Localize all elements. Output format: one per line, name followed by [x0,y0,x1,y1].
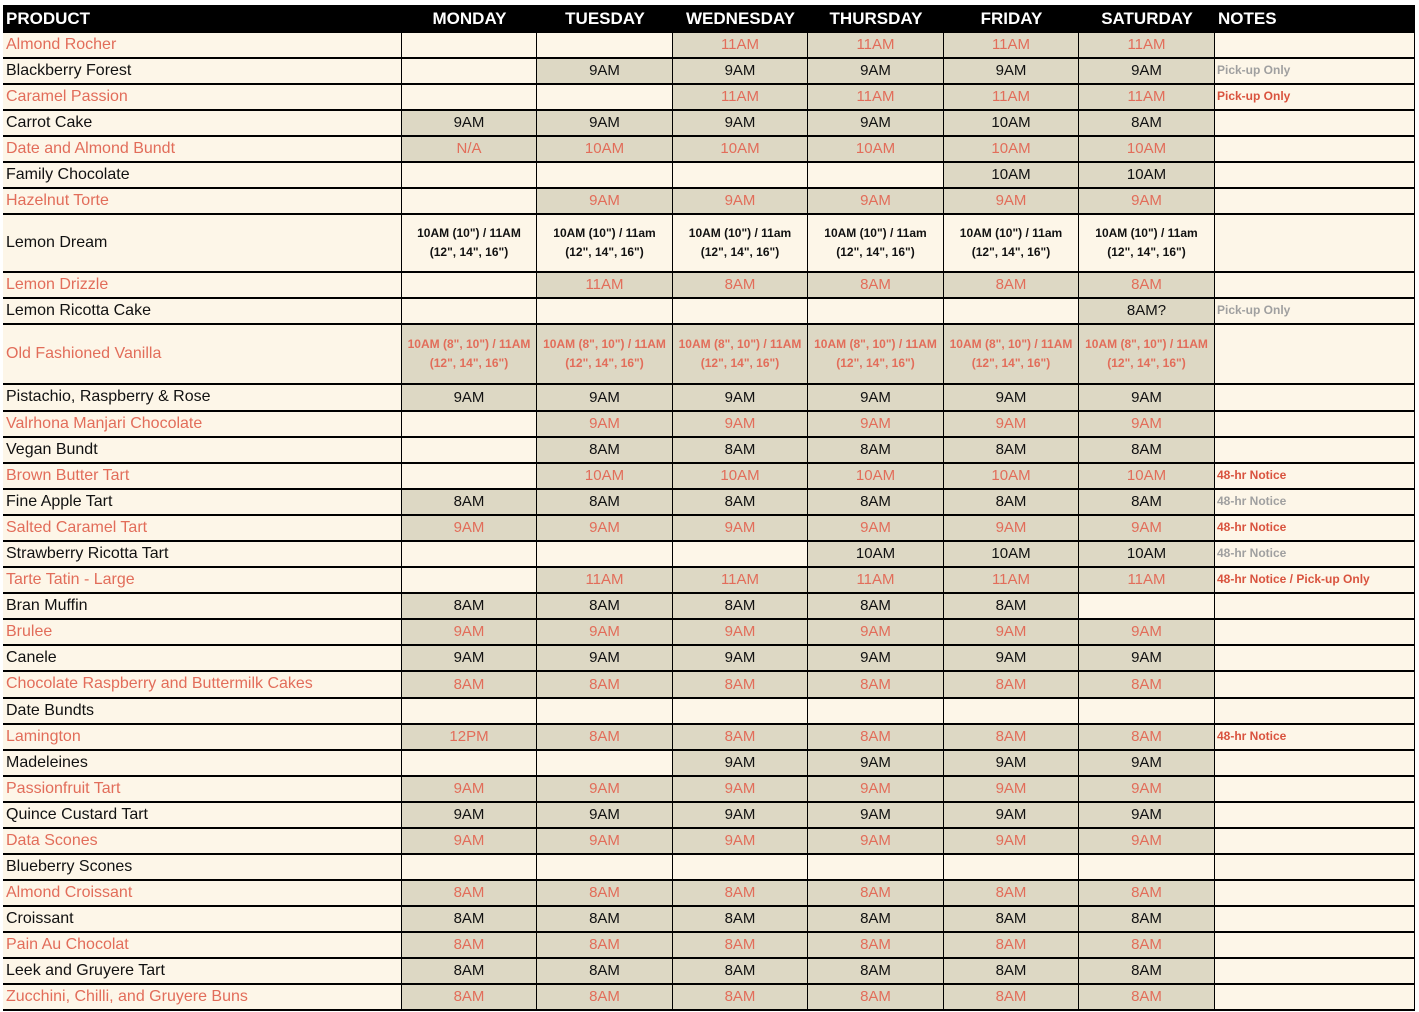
table-cell-wednesday: 9AM [673,385,808,412]
product-name: Date and Almond Bundt [3,137,402,163]
table-cell-friday: 9AM [944,803,1079,829]
product-name: Passionfruit Tart [3,777,402,803]
table-cell-tuesday [537,855,673,881]
table-cell-thursday: 9AM [808,777,944,803]
table-cell-saturday: 9AM [1079,620,1215,646]
notes-cell [1215,646,1415,672]
table-cell-tuesday: 9AM [537,777,673,803]
table-cell-tuesday: 9AM [537,385,673,412]
table-cell-tuesday [537,85,673,111]
header-tuesday: TUESDAY [537,5,673,33]
product-name: Almond Rocher [3,33,402,59]
table-cell-wednesday: 8AM [673,490,808,516]
table-cell-wednesday: 11AM [673,85,808,111]
table-cell-wednesday: 9AM [673,751,808,777]
table-cell-tuesday: 10AM [537,464,673,490]
notes-cell [1215,777,1415,803]
table-cell-thursday: 9AM [808,189,944,215]
table-cell-tuesday: 9AM [537,111,673,137]
notes-cell: Pick-up Only [1215,299,1415,325]
table-cell-monday: 9AM [402,646,537,672]
notes-cell [1215,189,1415,215]
table-cell-tuesday: 9AM [537,189,673,215]
table-cell-tuesday: 8AM [537,907,673,933]
table-cell-tuesday: 9AM [537,803,673,829]
table-cell-monday: 9AM [402,803,537,829]
table-cell-saturday: 8AM [1079,273,1215,299]
table-cell-saturday: 8AM [1079,959,1215,985]
table-cell-friday: 11AM [944,85,1079,111]
product-name: Almond Croissant [3,881,402,907]
table-cell-monday [402,299,537,325]
table-cell-wednesday: 10AM (10") / 11am (12", 14", 16") [673,215,808,273]
notes-cell [1215,273,1415,299]
product-name: Croissant [3,907,402,933]
table-cell-friday: 8AM [944,985,1079,1011]
header-saturday: SATURDAY [1079,5,1215,33]
table-cell-wednesday: 9AM [673,189,808,215]
table-cell-tuesday: 10AM [537,137,673,163]
table-cell-monday: 8AM [402,881,537,907]
table-cell-tuesday: 9AM [537,829,673,855]
notes-cell [1215,620,1415,646]
table-cell-tuesday: 9AM [537,516,673,542]
table-cell-monday: 9AM [402,620,537,646]
table-cell-friday: 11AM [944,568,1079,594]
table-cell-wednesday: 8AM [673,907,808,933]
notes-cell [1215,163,1415,189]
table-cell-thursday: 10AM [808,464,944,490]
table-cell-tuesday: 9AM [537,646,673,672]
product-name: Blackberry Forest [3,59,402,85]
table-cell-saturday: 9AM [1079,385,1215,412]
product-name: Vegan Bundt [3,438,402,464]
table-cell-tuesday: 8AM [537,594,673,620]
table-cell-wednesday: 8AM [673,959,808,985]
table-cell-friday: 10AM [944,111,1079,137]
table-cell-monday [402,33,537,59]
table-cell-monday: 8AM [402,490,537,516]
notes-cell [1215,438,1415,464]
product-name: Data Scones [3,829,402,855]
table-cell-saturday [1079,594,1215,620]
notes-cell [1215,325,1415,385]
table-cell-wednesday: 8AM [673,933,808,959]
table-cell-monday: 10AM (8", 10") / 11AM (12", 14", 16") [402,325,537,385]
product-name: Quince Custard Tart [3,803,402,829]
table-cell-thursday: 10AM [808,137,944,163]
table-cell-tuesday: 8AM [537,985,673,1011]
table-cell-monday: 8AM [402,959,537,985]
table-cell-thursday: 8AM [808,594,944,620]
table-cell-thursday: 8AM [808,438,944,464]
table-cell-saturday: 9AM [1079,189,1215,215]
table-cell-friday: 9AM [944,59,1079,85]
table-cell-wednesday: 9AM [673,620,808,646]
table-cell-monday [402,438,537,464]
product-name: Lemon Ricotta Cake [3,299,402,325]
notes-cell [1215,959,1415,985]
table-cell-saturday: 8AM [1079,672,1215,699]
notes-cell [1215,829,1415,855]
table-cell-wednesday: 8AM [673,672,808,699]
table-cell-thursday: 8AM [808,933,944,959]
table-cell-wednesday: 10AM [673,137,808,163]
table-cell-saturday: 8AM [1079,490,1215,516]
notes-cell [1215,385,1415,412]
table-cell-thursday: 9AM [808,829,944,855]
table-cell-wednesday: 10AM [673,464,808,490]
table-cell-thursday: 10AM (10") / 11am (12", 14", 16") [808,215,944,273]
product-name: Pain Au Chocolat [3,933,402,959]
product-name: Lemon Dream [3,215,402,273]
table-cell-friday: 9AM [944,385,1079,412]
table-cell-thursday: 9AM [808,59,944,85]
table-cell-thursday: 11AM [808,33,944,59]
table-cell-wednesday: 9AM [673,646,808,672]
table-cell-saturday: 11AM [1079,85,1215,111]
header-wednesday: WEDNESDAY [673,5,808,33]
table-cell-tuesday [537,542,673,568]
table-cell-thursday: 9AM [808,803,944,829]
table-cell-tuesday: 9AM [537,59,673,85]
table-cell-friday: 9AM [944,829,1079,855]
schedule-table [3,5,1415,1011]
table-cell-wednesday: 8AM [673,594,808,620]
table-cell-wednesday: 10AM (8", 10") / 11AM (12", 14", 16") [673,325,808,385]
table-cell-monday [402,189,537,215]
table-cell-saturday: 8AM [1079,725,1215,751]
product-name: Strawberry Ricotta Tart [3,542,402,568]
table-cell-tuesday: 8AM [537,438,673,464]
table-cell-monday [402,751,537,777]
table-cell-monday: 8AM [402,933,537,959]
table-cell-friday: 9AM [944,189,1079,215]
table-cell-monday [402,855,537,881]
table-cell-friday: 8AM [944,725,1079,751]
header-product: PRODUCT [3,5,402,33]
table-cell-friday [944,699,1079,725]
notes-cell [1215,803,1415,829]
notes-cell: 48-hr Notice [1215,542,1415,568]
table-cell-saturday: 10AM (10") / 11am (12", 14", 16") [1079,215,1215,273]
table-cell-saturday: 9AM [1079,412,1215,438]
notes-cell [1215,215,1415,273]
table-cell-monday [402,464,537,490]
table-cell-friday: 9AM [944,777,1079,803]
table-cell-tuesday [537,699,673,725]
table-cell-wednesday: 9AM [673,829,808,855]
table-cell-saturday: 8AM [1079,907,1215,933]
product-name: Valrhona Manjari Chocolate [3,412,402,438]
table-cell-monday [402,568,537,594]
table-cell-saturday: 10AM [1079,542,1215,568]
table-cell-tuesday: 8AM [537,490,673,516]
table-cell-saturday: 11AM [1079,33,1215,59]
table-cell-thursday [808,699,944,725]
table-cell-friday: 8AM [944,594,1079,620]
table-cell-thursday: 10AM [808,542,944,568]
table-cell-tuesday: 8AM [537,933,673,959]
table-cell-wednesday: 8AM [673,438,808,464]
table-cell-tuesday: 9AM [537,620,673,646]
notes-cell: 48-hr Notice / Pick-up Only [1215,568,1415,594]
table-cell-monday: N/A [402,137,537,163]
table-cell-wednesday [673,699,808,725]
table-cell-monday [402,163,537,189]
table-cell-monday: 9AM [402,385,537,412]
product-name: Chocolate Raspberry and Buttermilk Cakes [3,672,402,699]
table-cell-tuesday [537,33,673,59]
table-cell-monday [402,542,537,568]
table-cell-wednesday: 8AM [673,881,808,907]
table-cell-friday: 10AM (10") / 11am (12", 14", 16") [944,215,1079,273]
table-cell-wednesday: 9AM [673,59,808,85]
table-cell-saturday: 10AM [1079,464,1215,490]
table-cell-saturday: 9AM [1079,646,1215,672]
table-cell-tuesday [537,751,673,777]
table-cell-wednesday: 11AM [673,33,808,59]
table-cell-thursday: 9AM [808,516,944,542]
table-cell-thursday: 9AM [808,111,944,137]
notes-cell [1215,699,1415,725]
product-name: Family Chocolate [3,163,402,189]
table-cell-wednesday: 9AM [673,803,808,829]
table-cell-tuesday: 8AM [537,725,673,751]
table-cell-saturday: 8AM [1079,438,1215,464]
product-name: Bran Muffin [3,594,402,620]
table-cell-wednesday: 11AM [673,568,808,594]
table-cell-monday [402,59,537,85]
table-cell-thursday: 11AM [808,568,944,594]
table-cell-tuesday: 8AM [537,881,673,907]
table-cell-wednesday: 9AM [673,777,808,803]
product-name: Blueberry Scones [3,855,402,881]
table-cell-wednesday: 9AM [673,412,808,438]
notes-cell [1215,751,1415,777]
notes-cell: 48-hr Notice [1215,725,1415,751]
notes-cell [1215,33,1415,59]
table-cell-thursday: 8AM [808,985,944,1011]
notes-cell: Pick-up Only [1215,59,1415,85]
table-cell-saturday: 9AM [1079,59,1215,85]
table-cell-tuesday: 8AM [537,672,673,699]
table-cell-saturday: 9AM [1079,751,1215,777]
product-name: Date Bundts [3,699,402,725]
table-cell-friday: 8AM [944,933,1079,959]
table-cell-monday [402,85,537,111]
product-name: Leek and Gruyere Tart [3,959,402,985]
header-notes: NOTES [1215,5,1415,33]
table-cell-wednesday [673,855,808,881]
table-cell-monday [402,412,537,438]
table-cell-tuesday: 9AM [537,412,673,438]
header-monday: MONDAY [402,5,537,33]
product-name: Lemon Drizzle [3,273,402,299]
notes-cell: 48-hr Notice [1215,464,1415,490]
table-cell-friday: 8AM [944,672,1079,699]
product-name: Fine Apple Tart [3,490,402,516]
table-cell-wednesday: 8AM [673,273,808,299]
notes-cell [1215,412,1415,438]
table-cell-friday: 9AM [944,516,1079,542]
table-cell-monday: 9AM [402,829,537,855]
table-cell-saturday: 10AM (8", 10") / 11AM (12", 14", 16") [1079,325,1215,385]
table-cell-saturday: 10AM [1079,137,1215,163]
table-cell-friday [944,299,1079,325]
header-thursday: THURSDAY [808,5,944,33]
table-cell-saturday: 8AM [1079,985,1215,1011]
product-name: Hazelnut Torte [3,189,402,215]
table-cell-saturday: 9AM [1079,516,1215,542]
table-cell-friday: 8AM [944,438,1079,464]
table-cell-tuesday: 10AM (10") / 11am (12", 14", 16") [537,215,673,273]
product-name: Tarte Tatin - Large [3,568,402,594]
notes-cell [1215,933,1415,959]
table-cell-thursday: 10AM (8", 10") / 11AM (12", 14", 16") [808,325,944,385]
table-cell-saturday: 8AM [1079,881,1215,907]
table-cell-friday: 9AM [944,646,1079,672]
notes-cell [1215,855,1415,881]
table-cell-saturday: 9AM [1079,777,1215,803]
table-cell-saturday: 11AM [1079,568,1215,594]
product-name: Salted Caramel Tart [3,516,402,542]
table-cell-tuesday [537,299,673,325]
table-cell-friday: 10AM [944,163,1079,189]
table-cell-friday: 8AM [944,490,1079,516]
table-cell-thursday: 9AM [808,751,944,777]
table-cell-thursday: 8AM [808,959,944,985]
table-cell-thursday [808,163,944,189]
table-cell-friday: 10AM [944,542,1079,568]
table-cell-monday [402,273,537,299]
table-cell-friday: 10AM (8", 10") / 11AM (12", 14", 16") [944,325,1079,385]
table-cell-thursday: 8AM [808,907,944,933]
table-cell-wednesday: 9AM [673,111,808,137]
notes-cell: 48-hr Notice [1215,490,1415,516]
notes-cell [1215,907,1415,933]
product-name: Carrot Cake [3,111,402,137]
table-cell-wednesday: 8AM [673,725,808,751]
table-cell-tuesday: 11AM [537,273,673,299]
table-cell-monday: 8AM [402,907,537,933]
notes-cell [1215,111,1415,137]
product-name: Canele [3,646,402,672]
table-cell-friday: 11AM [944,33,1079,59]
table-cell-thursday: 9AM [808,385,944,412]
notes-cell: 48-hr Notice [1215,516,1415,542]
notes-cell [1215,672,1415,699]
table-cell-wednesday: 8AM [673,985,808,1011]
table-cell-monday [402,699,537,725]
table-cell-thursday: 8AM [808,490,944,516]
table-cell-friday: 9AM [944,751,1079,777]
table-cell-wednesday: 9AM [673,516,808,542]
product-name: Caramel Passion [3,85,402,111]
header-friday: FRIDAY [944,5,1079,33]
notes-cell [1215,594,1415,620]
table-cell-saturday: 10AM [1079,163,1215,189]
notes-cell [1215,137,1415,163]
table-cell-friday: 9AM [944,620,1079,646]
product-name: Pistachio, Raspberry & Rose [3,385,402,412]
table-cell-saturday: 9AM [1079,829,1215,855]
notes-cell: Pick-up Only [1215,85,1415,111]
table-cell-saturday: 8AM [1079,111,1215,137]
table-cell-thursday: 8AM [808,725,944,751]
table-cell-thursday: 11AM [808,85,944,111]
table-cell-wednesday [673,163,808,189]
table-cell-thursday: 9AM [808,412,944,438]
table-cell-monday: 12PM [402,725,537,751]
product-name: Madeleines [3,751,402,777]
product-name: Brulee [3,620,402,646]
table-cell-friday: 8AM [944,273,1079,299]
table-cell-monday: 9AM [402,777,537,803]
product-name: Zucchini, Chilli, and Gruyere Buns [3,985,402,1011]
table-cell-tuesday: 10AM (8", 10") / 11AM (12", 14", 16") [537,325,673,385]
table-cell-monday: 9AM [402,516,537,542]
table-cell-monday: 8AM [402,672,537,699]
table-cell-tuesday [537,163,673,189]
table-cell-wednesday [673,299,808,325]
table-cell-friday: 8AM [944,881,1079,907]
table-cell-tuesday: 11AM [537,568,673,594]
table-cell-thursday [808,299,944,325]
table-cell-thursday: 9AM [808,646,944,672]
table-cell-friday: 8AM [944,907,1079,933]
table-cell-monday: 8AM [402,594,537,620]
table-cell-tuesday: 8AM [537,959,673,985]
table-cell-thursday: 9AM [808,620,944,646]
table-cell-friday [944,855,1079,881]
product-name: Lamington [3,725,402,751]
table-cell-saturday [1079,699,1215,725]
product-name: Brown Butter Tart [3,464,402,490]
table-cell-monday: 9AM [402,111,537,137]
table-cell-friday: 10AM [944,464,1079,490]
table-cell-saturday: 9AM [1079,803,1215,829]
table-cell-monday: 10AM (10") / 11AM (12", 14", 16") [402,215,537,273]
table-cell-wednesday [673,542,808,568]
table-cell-saturday [1079,855,1215,881]
table-cell-saturday: 8AM [1079,933,1215,959]
notes-cell [1215,985,1415,1011]
table-cell-saturday: 8AM? [1079,299,1215,325]
table-cell-monday: 8AM [402,985,537,1011]
table-cell-friday: 10AM [944,137,1079,163]
notes-cell [1215,881,1415,907]
table-cell-friday: 9AM [944,412,1079,438]
table-cell-thursday: 8AM [808,881,944,907]
table-cell-thursday [808,855,944,881]
table-cell-thursday: 8AM [808,672,944,699]
table-cell-thursday: 8AM [808,273,944,299]
product-name: Old Fashioned Vanilla [3,325,402,385]
table-cell-friday: 8AM [944,959,1079,985]
